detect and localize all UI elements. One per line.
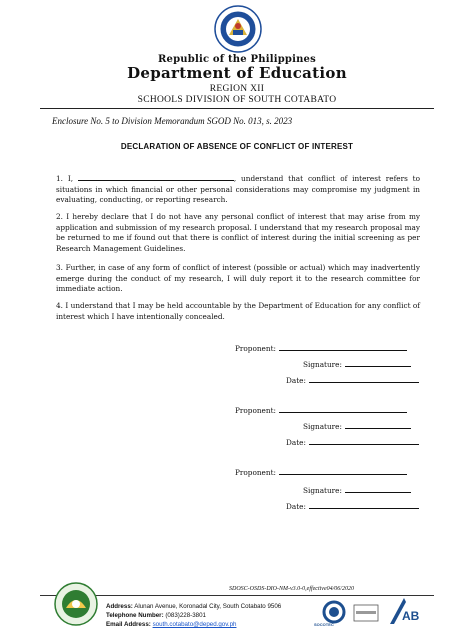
form-code: SDOSC-OSDS-DIO-NM-v3.0-0,effective04/06/2020 [229,586,354,592]
proponent-field-1[interactable] [279,343,407,351]
department-heading: Department of Education [127,64,347,82]
date-label: Date: [286,376,306,385]
svg-text:AB: AB [402,609,420,623]
paragraph-1-start: 1. I, [56,174,78,183]
signature-label: Signature: [303,486,342,495]
phone-value: (083)228-3801 [165,612,206,619]
date-row-1 [286,375,419,385]
signature-label: Signature: [303,360,342,369]
paragraph-1-rest: , understand that conflict of interest refers to situations in which financial or other personal considerations may compromise my judgment in evaluating, conducting, or reporting research. [56,174,420,204]
proponent-label: Proponent: [235,468,276,477]
region-heading: REGION XII [209,84,265,94]
division-heading: SCHOOLS DIVISION OF SOUTH COTABATO [137,95,337,105]
accreditation-icon [386,596,422,628]
email-label: Email Address: [106,621,151,628]
enclosure-note: Enclosure No. 5 to Division Memorandum SGOD No. 013, s. 2023 [52,116,293,126]
footer-divider [40,595,434,596]
name-blank-field[interactable] [78,173,234,181]
signature-row-2 [303,421,411,431]
address-label: Address: [106,603,133,610]
proponent-field-3[interactable] [279,467,407,475]
header-divider [40,108,434,109]
republic-heading: Republic of the Philippines [158,54,316,65]
address-line [106,603,281,610]
date-field-3[interactable] [309,501,419,509]
date-field-2[interactable] [309,437,419,445]
date-row-3 [286,501,419,511]
proponent-label: Proponent: [235,406,276,415]
signature-row-3 [303,485,411,495]
paragraph-3: 3. Further, in case of any form of conflict of interest (possible or actual) which may inadvertently emerge during the conduct of my research, I will duly report it to the research committee for immediate action. [56,263,420,293]
proponent-label: Proponent: [235,344,276,353]
paragraph-2: 2. I hereby declare that I do not have any personal conflict of interest that may arise from my application and submission of my research proposal. I understand that my research proposal may be returned to me if found out that there is conflict of interest during the initial screening as per Research Management Guidelines. [56,212,420,253]
signature-label: Signature: [303,422,342,431]
deped-seal-logo [214,5,262,53]
email-line [106,621,236,628]
phone-line [106,612,206,619]
proponent-field-2[interactable] [279,405,407,413]
paragraph-1 [56,173,420,206]
division-logo [54,582,98,626]
signature-field-2[interactable] [345,421,411,429]
paragraph-4: 4. I understand that I may be held accountable by the Department of Education for any conflict of interest which I have intentionally concealed. [56,301,420,321]
email-link[interactable]: south.cotabato@deped.gov.ph [152,621,237,628]
date-label: Date: [286,502,306,511]
signature-field-3[interactable] [345,485,411,493]
iso-cert-icon [353,604,379,622]
socotec-label: SOCOTEC [314,622,334,627]
document-title: DECLARATION OF ABSENCE OF CONFLICT OF INTEREST [120,142,354,151]
signature-field-1[interactable] [345,359,411,367]
date-row-2 [286,437,419,447]
date-field-1[interactable] [309,375,419,383]
proponent-row-1 [235,343,407,353]
phone-label: Telephone Number: [106,612,164,619]
address-value: Alunan Avenue, Koronadal City, South Cotabato 9506 [134,603,282,610]
date-label: Date: [286,438,306,447]
proponent-row-3 [235,467,407,477]
proponent-row-2 [235,405,407,415]
signature-row-1 [303,359,411,369]
